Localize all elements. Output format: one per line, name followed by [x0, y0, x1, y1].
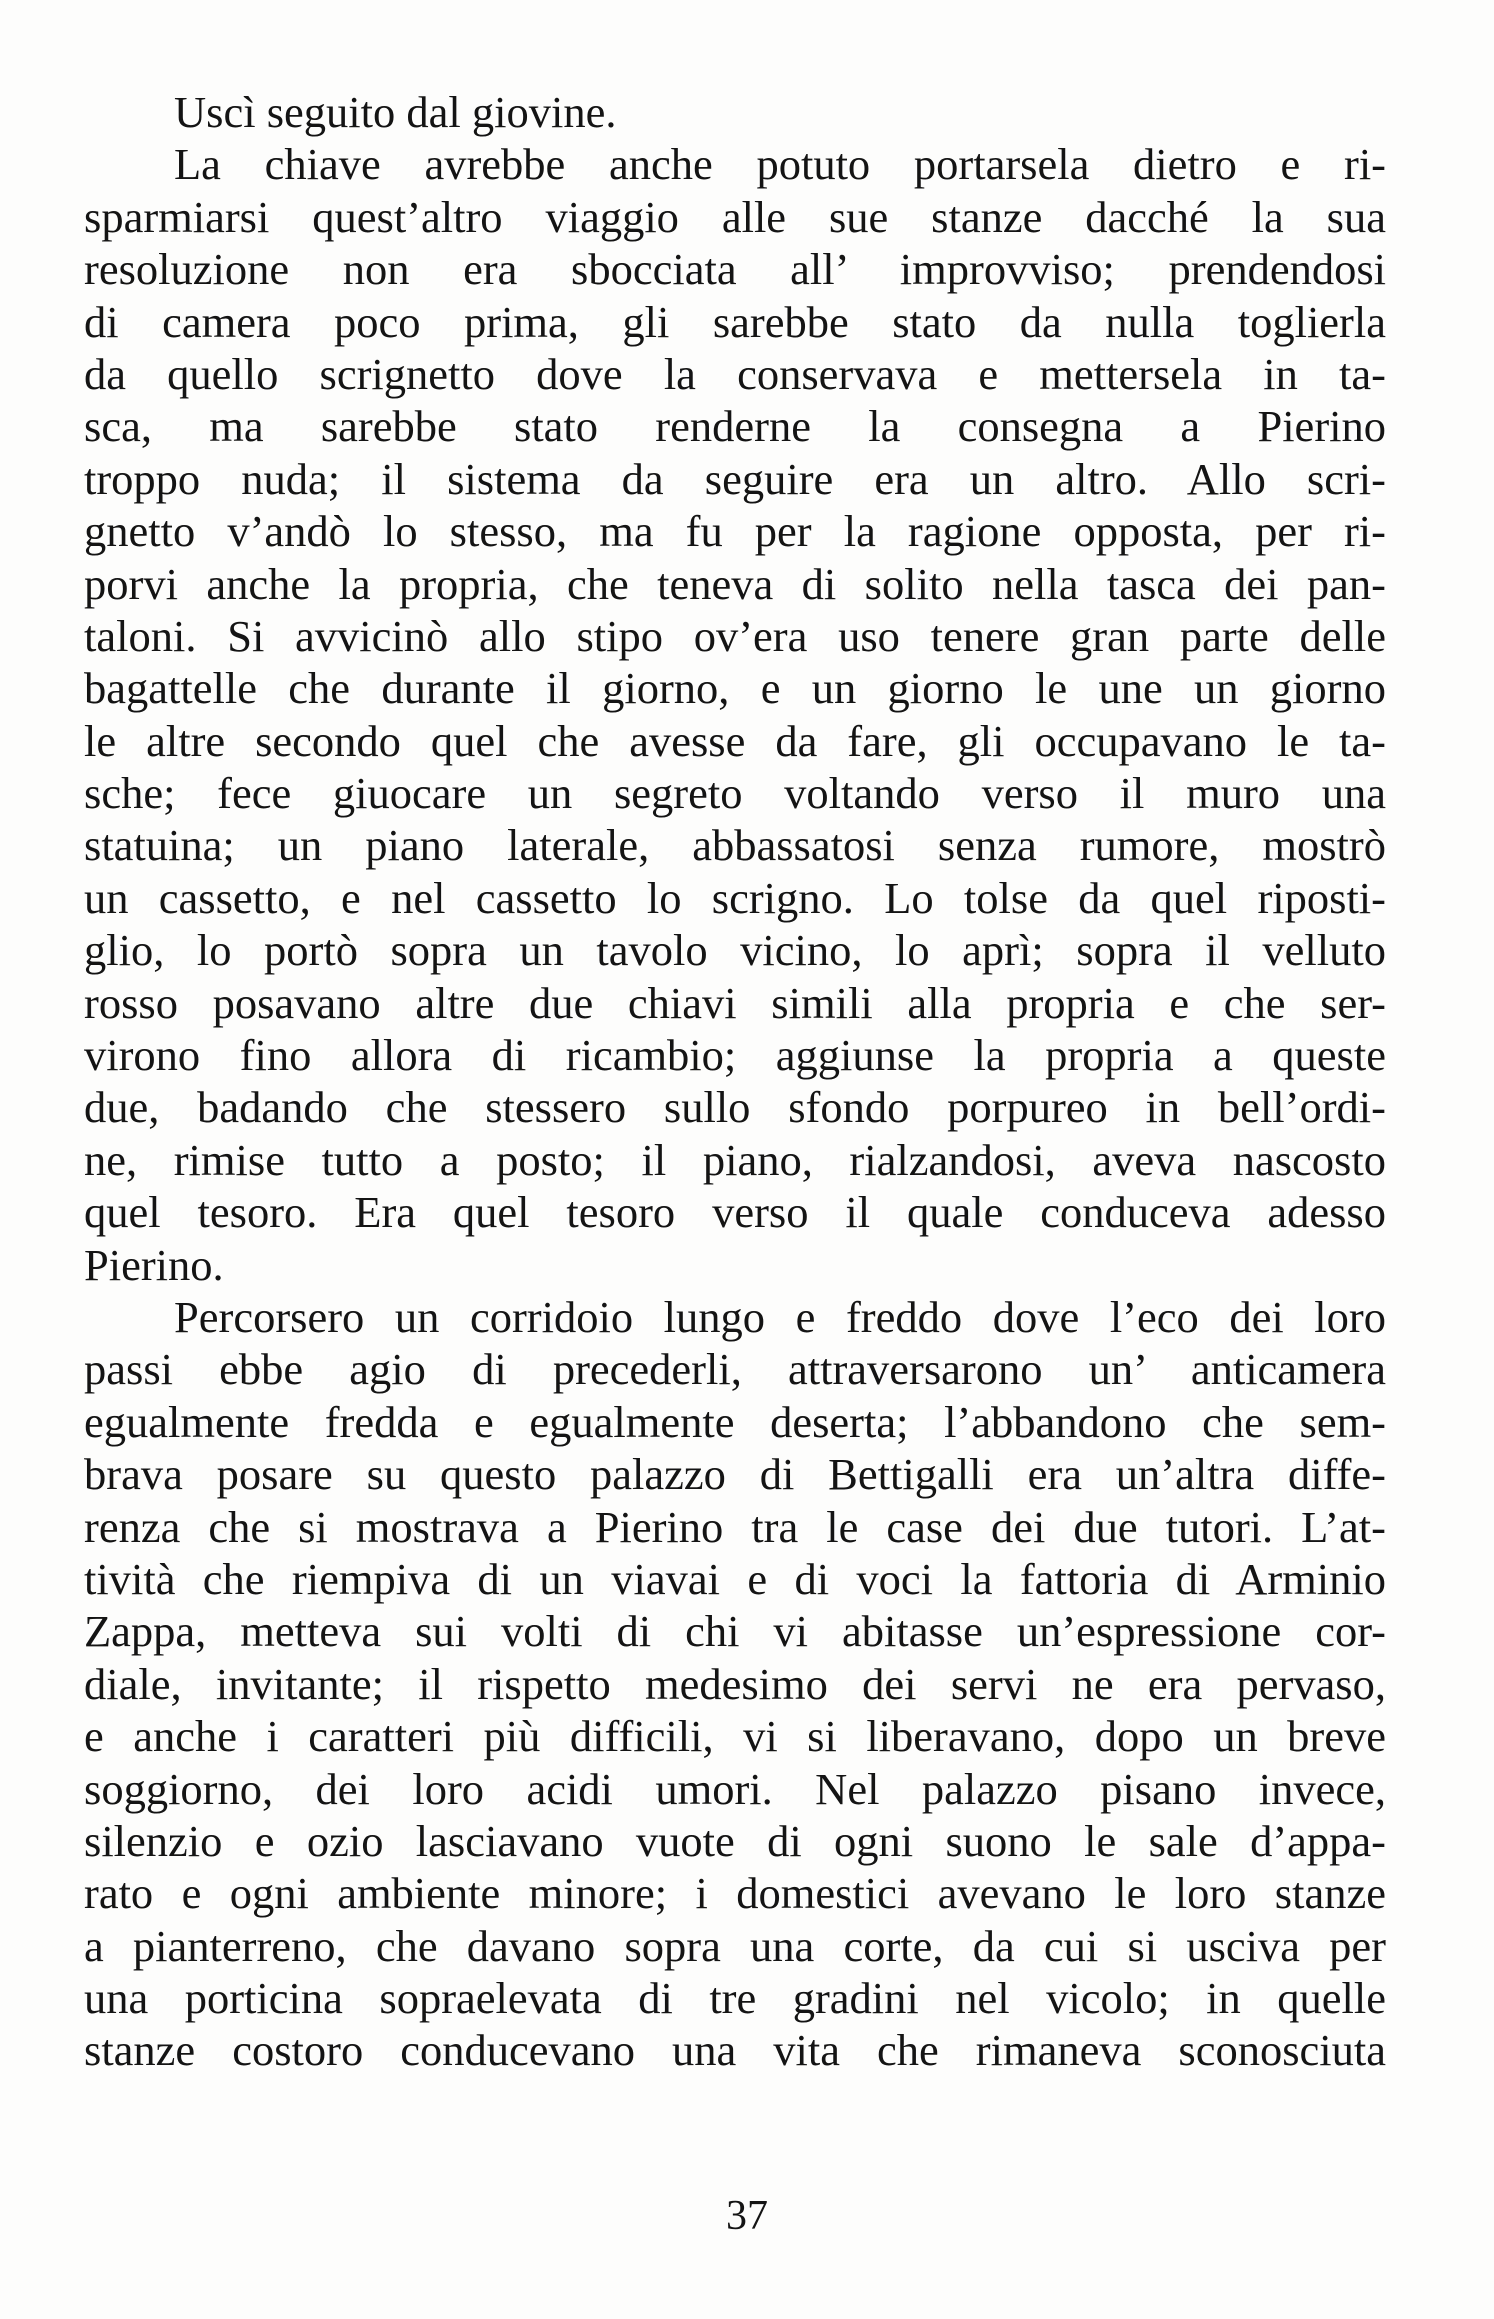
text-line: a pianterreno, che davano sopra una corte, da cui si usciva per [84, 1920, 1386, 1971]
text-line: virono fino allora di ricambio; aggiunse la propria a queste [84, 1030, 1386, 1081]
text-line: stanze costoro conducevano una vita che rimaneva sconosciuta [84, 2025, 1386, 2076]
text-line: le altre secondo quel che avesse da fare, gli occupavano le ta- [84, 715, 1386, 766]
text-line: un cassetto, e nel cassetto lo scrigno. Lo tolse da quel riposti- [84, 872, 1386, 923]
text-line: diale, invitante; il rispetto medesimo dei servi ne era pervaso, [84, 1658, 1386, 1709]
text-line: glio, lo portò sopra un tavolo vicino, lo aprì; sopra il velluto [84, 925, 1386, 976]
text-line: renza che si mostrava a Pierino tra le case dei due tutori. L’at- [84, 1501, 1386, 1552]
text-line: rosso posavano altre due chiavi simili alla propria e che ser- [84, 977, 1386, 1028]
text-line: sca, ma sarebbe stato renderne la consegna a Pierino [84, 401, 1386, 452]
text-line: ne, rimise tutto a posto; il piano, rialzandosi, aveva nascosto [84, 1134, 1386, 1185]
text-line: statuina; un piano laterale, abbassatosi senza rumore, mostrò [84, 820, 1386, 871]
text-line: taloni. Si avvicinò allo stipo ov’era uso tenere gran parte delle [84, 610, 1386, 661]
text-line: Percorsero un corridoio lungo e freddo dove l’eco dei loro [174, 1291, 1386, 1342]
text-line: La chiave avrebbe anche potuto portarsela dietro e ri- [174, 139, 1386, 190]
text-line: brava posare su questo palazzo di Bettigalli era un’altra diffe- [84, 1449, 1386, 1500]
text-line: resoluzione non era sbocciata all’ improvviso; prendendosi [84, 244, 1386, 295]
text-line: Uscì seguito dal giovine. [174, 87, 617, 137]
text-line: tività che riempiva di un viavai e di voci la fattoria di Arminio [84, 1553, 1386, 1604]
text-line: porvi anche la propria, che teneva di solito nella tasca dei pan- [84, 558, 1386, 609]
text-line: rato e ogni ambiente minore; i domestici avevano le loro stanze [84, 1868, 1386, 1919]
text-line: bagattelle che durante il giorno, e un giorno le une un giorno [84, 663, 1386, 714]
text-line: da quello scrignetto dove la conservava e mettersela in ta- [84, 348, 1386, 399]
text-line: una porticina sopraelevata di tre gradini nel vicolo; in quelle [84, 1973, 1386, 2024]
text-line: due, badando che stessero sullo sfondo porpureo in bell’ordi- [84, 1082, 1386, 1133]
text-line: di camera poco prima, gli sarebbe stato da nulla toglierla [84, 296, 1386, 347]
text-line: quel tesoro. Era quel tesoro verso il quale conduceva adesso [84, 1187, 1386, 1238]
text-line: soggiorno, dei loro acidi umori. Nel palazzo pisano invece, [84, 1763, 1386, 1814]
body-text [84, 86, 1386, 2077]
text-line: gnetto v’andò lo stesso, ma fu per la ragione opposta, per ri- [84, 506, 1386, 557]
text-line: Zappa, metteva sui volti di chi vi abitasse un’espressione cor- [84, 1606, 1386, 1657]
page-number: 37 [726, 2193, 768, 2239]
text-line: passi ebbe agio di precederli, attraversarono un’ anticamera [84, 1344, 1386, 1395]
text-line: troppo nuda; il sistema da seguire era un altro. Allo scri- [84, 453, 1386, 504]
text-line: silenzio e ozio lasciavano vuote di ogni suono le sale d’appa- [84, 1815, 1386, 1866]
text-line: Pierino. [84, 1239, 224, 1290]
text-line: e anche i caratteri più difficili, vi si liberavano, dopo un breve [84, 1711, 1386, 1762]
text-line: sche; fece giuocare un segreto voltando verso il muro una [84, 768, 1386, 819]
text-line: sparmiarsi quest’altro viaggio alle sue stanze dacché la sua [84, 191, 1386, 242]
text-line: egualmente fredda e egualmente deserta; l’abbandono che sem- [84, 1396, 1386, 1447]
